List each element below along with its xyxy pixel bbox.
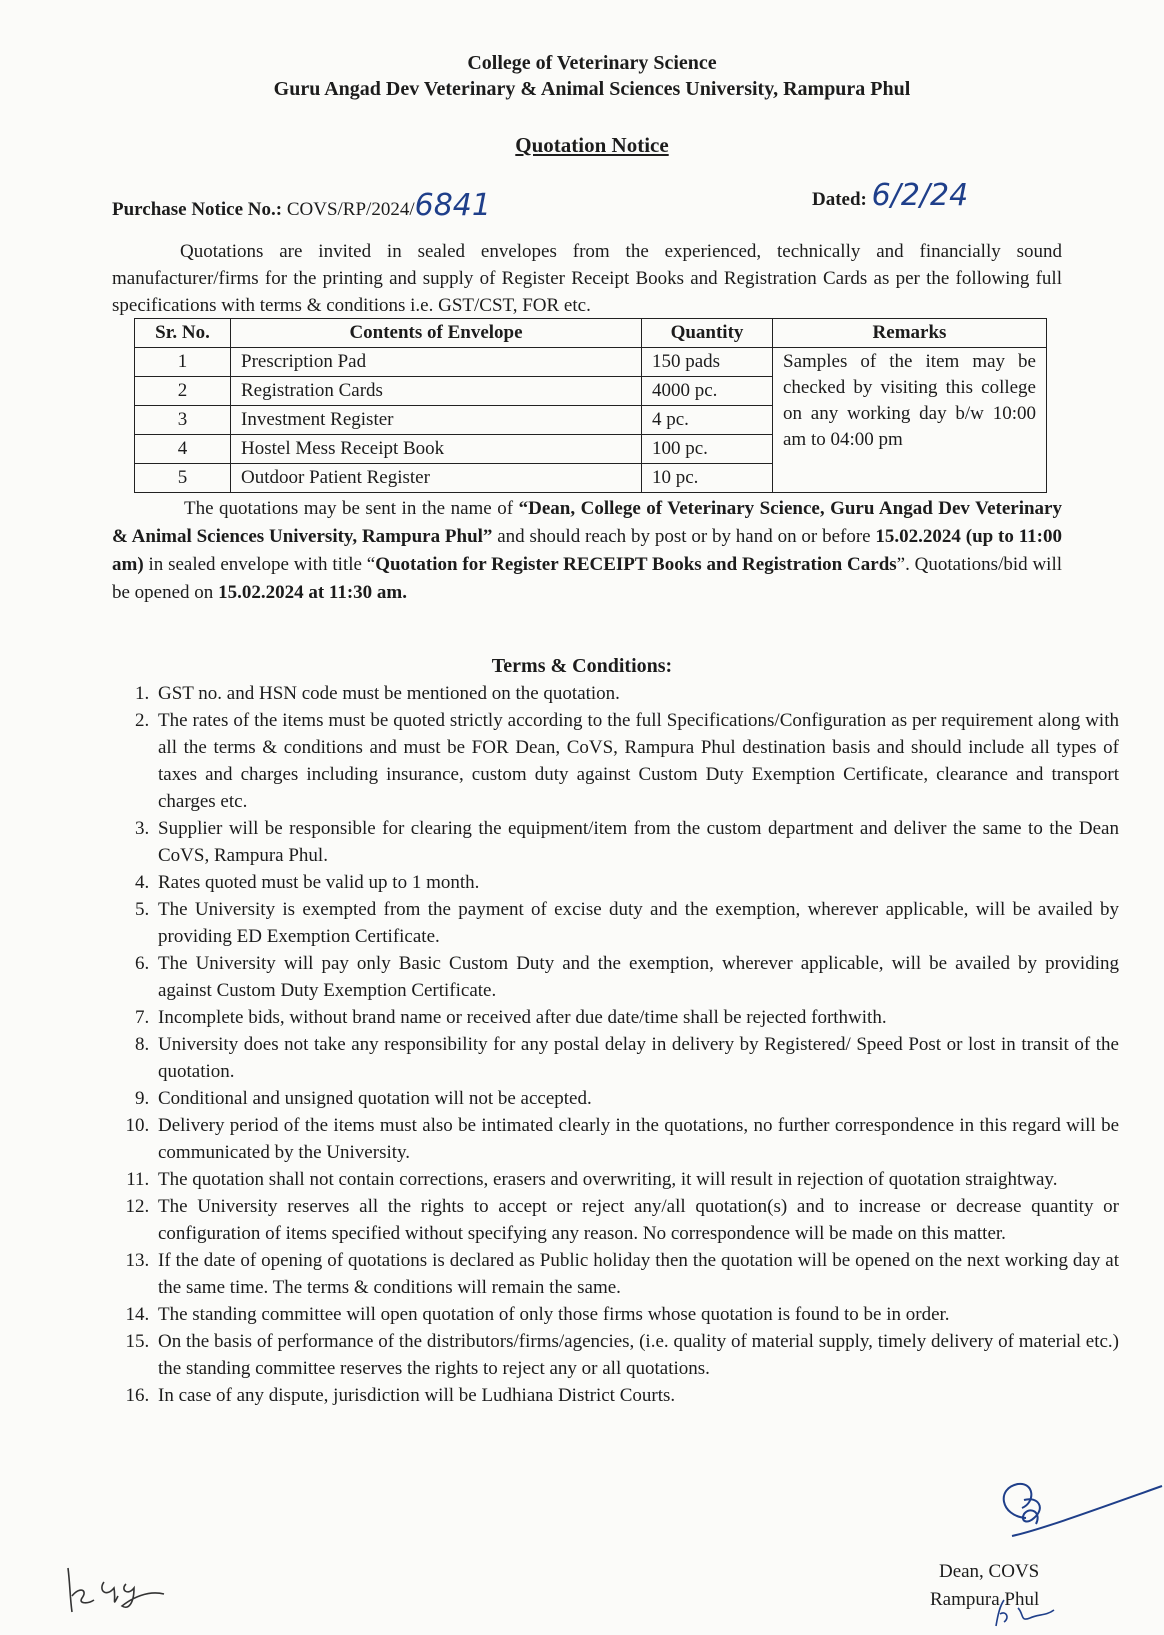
header-contents: Contents of Envelope: [231, 319, 642, 348]
list-item: 6. The University will pay only Basic Custom Duty and the exemption, wherever applicable, will be availed by providing against Custom Duty Exemption Certificate.: [154, 950, 1119, 1004]
row-sr: 4: [135, 435, 231, 464]
row-content: Hostel Mess Receipt Book: [231, 435, 642, 464]
terms-list: [112, 680, 1119, 1409]
table-header-row: [135, 319, 1047, 348]
row-sr: 2: [135, 377, 231, 406]
items-table: [134, 318, 1047, 493]
list-item: 5. The University is exempted from the payment of excise duty and the exemption, wherever applicable, will be availed by providing ED Exemption Certificate.: [154, 896, 1119, 950]
dated-label: Dated:: [812, 189, 867, 210]
purchase-notice-prefix: COVS/RP/2024/: [286, 199, 415, 220]
addressee: “Dean, College of Veterinary Science, Guru Angad Dev Veterinary & Animal Sciences University, Rampura Phul”: [112, 498, 1062, 547]
list-item: 12. The University reserves all the rights to accept or reject any/all quotation(s) and to increase or decrease quantity or configuration of items specified without specifying any reason. No correspondence will be made on this matter.: [154, 1193, 1119, 1247]
list-item: 1. GST no. and HSN code must be mentioned on the quotation.: [154, 680, 1119, 707]
purchase-notice-number: [112, 188, 491, 223]
row-quantity: 4 pc.: [642, 406, 773, 435]
header-quantity: Quantity: [642, 319, 773, 348]
header-sr-no: Sr. No.: [135, 319, 231, 348]
list-item: 14. The standing committee will open quotation of only those firms whose quotation is found to be in order.: [154, 1301, 1119, 1328]
due-date: 15.02.2024 (up to 11:00 am): [112, 526, 1062, 575]
list-item: 2. The rates of the items must be quoted strictly according to the full Specifications/Configuration as per requirement along with all the terms & conditions and must be FOR Dean, CoVS, Rampura Phul destination basis and should include all types of taxes and charges including insurance, custom duty against Custom Duty Exemption Certificate, clearance and transport charges etc.: [154, 707, 1119, 815]
intro-paragraph: Quotations are invited in sealed envelopes from the experienced, technically and financially sound manufacturer/firms for the printing and supply of Register Receipt Books and Registration Cards as per the following full specifications with terms & conditions i.e. GST/CST, FOR etc.: [112, 241, 1062, 316]
handwritten-notice-number: 6841: [414, 188, 491, 223]
envelope-title: Quotation for Register RECEIPT Books and Registration Cards: [375, 554, 897, 575]
list-item: 4. Rates quoted must be valid up to 1 month.: [154, 869, 1119, 896]
signatory-title: Dean, COVS: [938, 1561, 1040, 1582]
send-text-4: ”. Quotations/bid will be opened on: [112, 554, 1063, 603]
list-item: 13. If the date of opening of quotations is declared as Public holiday then the quotation will be opened on the next working day at the same time. The terms & conditions will remain the same.: [154, 1247, 1119, 1301]
table-row: [135, 348, 1047, 377]
send-text-3: in sealed envelope with title “: [143, 554, 376, 575]
initials-scribble: [58, 1560, 188, 1620]
signatory-place: Rampura Phul: [930, 1589, 1040, 1610]
row-quantity: 150 pads: [642, 348, 773, 377]
row-quantity: 10 pc.: [642, 464, 773, 493]
row-content: Outdoor Patient Register: [231, 464, 642, 493]
list-item: 16. In case of any dispute, jurisdiction will be Ludhiana District Courts.: [154, 1382, 1119, 1409]
handwritten-date: 6/2/24: [871, 178, 969, 213]
list-item: 10. Delivery period of the items must also be intimated clearly in the quotations, no further correspondence in this regard will be communicated by the University.: [154, 1112, 1119, 1166]
list-item: 8. University does not take any responsibility for any postal delay in delivery by Registered/ Speed Post or lost in transit of the quotation.: [154, 1031, 1119, 1085]
remarks-cell: Samples of the item may be checked by visiting this college on any working day b/w 10:00 am to 04:00 pm: [773, 348, 1047, 493]
signatory-block: [930, 1558, 1039, 1614]
list-item: 7. Incomplete bids, without brand name or received after due date/time shall be rejected forthwith.: [154, 1004, 1119, 1031]
purchase-notice-label: Purchase Notice No.:: [112, 199, 283, 220]
college-name: College of Veterinary Science: [467, 52, 717, 74]
notice-title: Quotation Notice: [515, 133, 669, 157]
terms-heading: Terms & Conditions:: [491, 655, 673, 677]
send-text-2: and should reach by post or by hand on or before: [492, 526, 876, 547]
submission-paragraph: [112, 495, 1062, 607]
dean-signature: [990, 1478, 1164, 1558]
send-text-1: The quotations may be sent in the name of: [184, 498, 519, 519]
row-quantity: 4000 pc.: [642, 377, 773, 406]
row-content: Prescription Pad: [231, 348, 642, 377]
row-quantity: 100 pc.: [642, 435, 773, 464]
university-name: Guru Angad Dev Veterinary & Animal Sciences University, Rampura Phul: [273, 78, 911, 100]
notice-date: [812, 178, 968, 213]
row-sr: 3: [135, 406, 231, 435]
list-item: 15. On the basis of performance of the distributors/firms/agencies, (i.e. quality of material supply, timely delivery of material etc.) the standing committee reserves the rights to reject any or all quotations.: [154, 1328, 1119, 1382]
header-remarks: Remarks: [773, 319, 1047, 348]
row-sr: 5: [135, 464, 231, 493]
list-item: 11. The quotation shall not contain corrections, erasers and overwriting, it will result in rejection of quotation straightway.: [154, 1166, 1119, 1193]
row-sr: 1: [135, 348, 231, 377]
list-item: 3. Supplier will be responsible for clearing the equipment/item from the custom department and deliver the same to the Dean CoVS, Rampura Phul.: [154, 815, 1119, 869]
opening-date: 15.02.2024 at 11:30 am.: [218, 582, 407, 603]
list-item: 9. Conditional and unsigned quotation will not be accepted.: [154, 1085, 1119, 1112]
row-content: Registration Cards: [231, 377, 642, 406]
row-content: Investment Register: [231, 406, 642, 435]
